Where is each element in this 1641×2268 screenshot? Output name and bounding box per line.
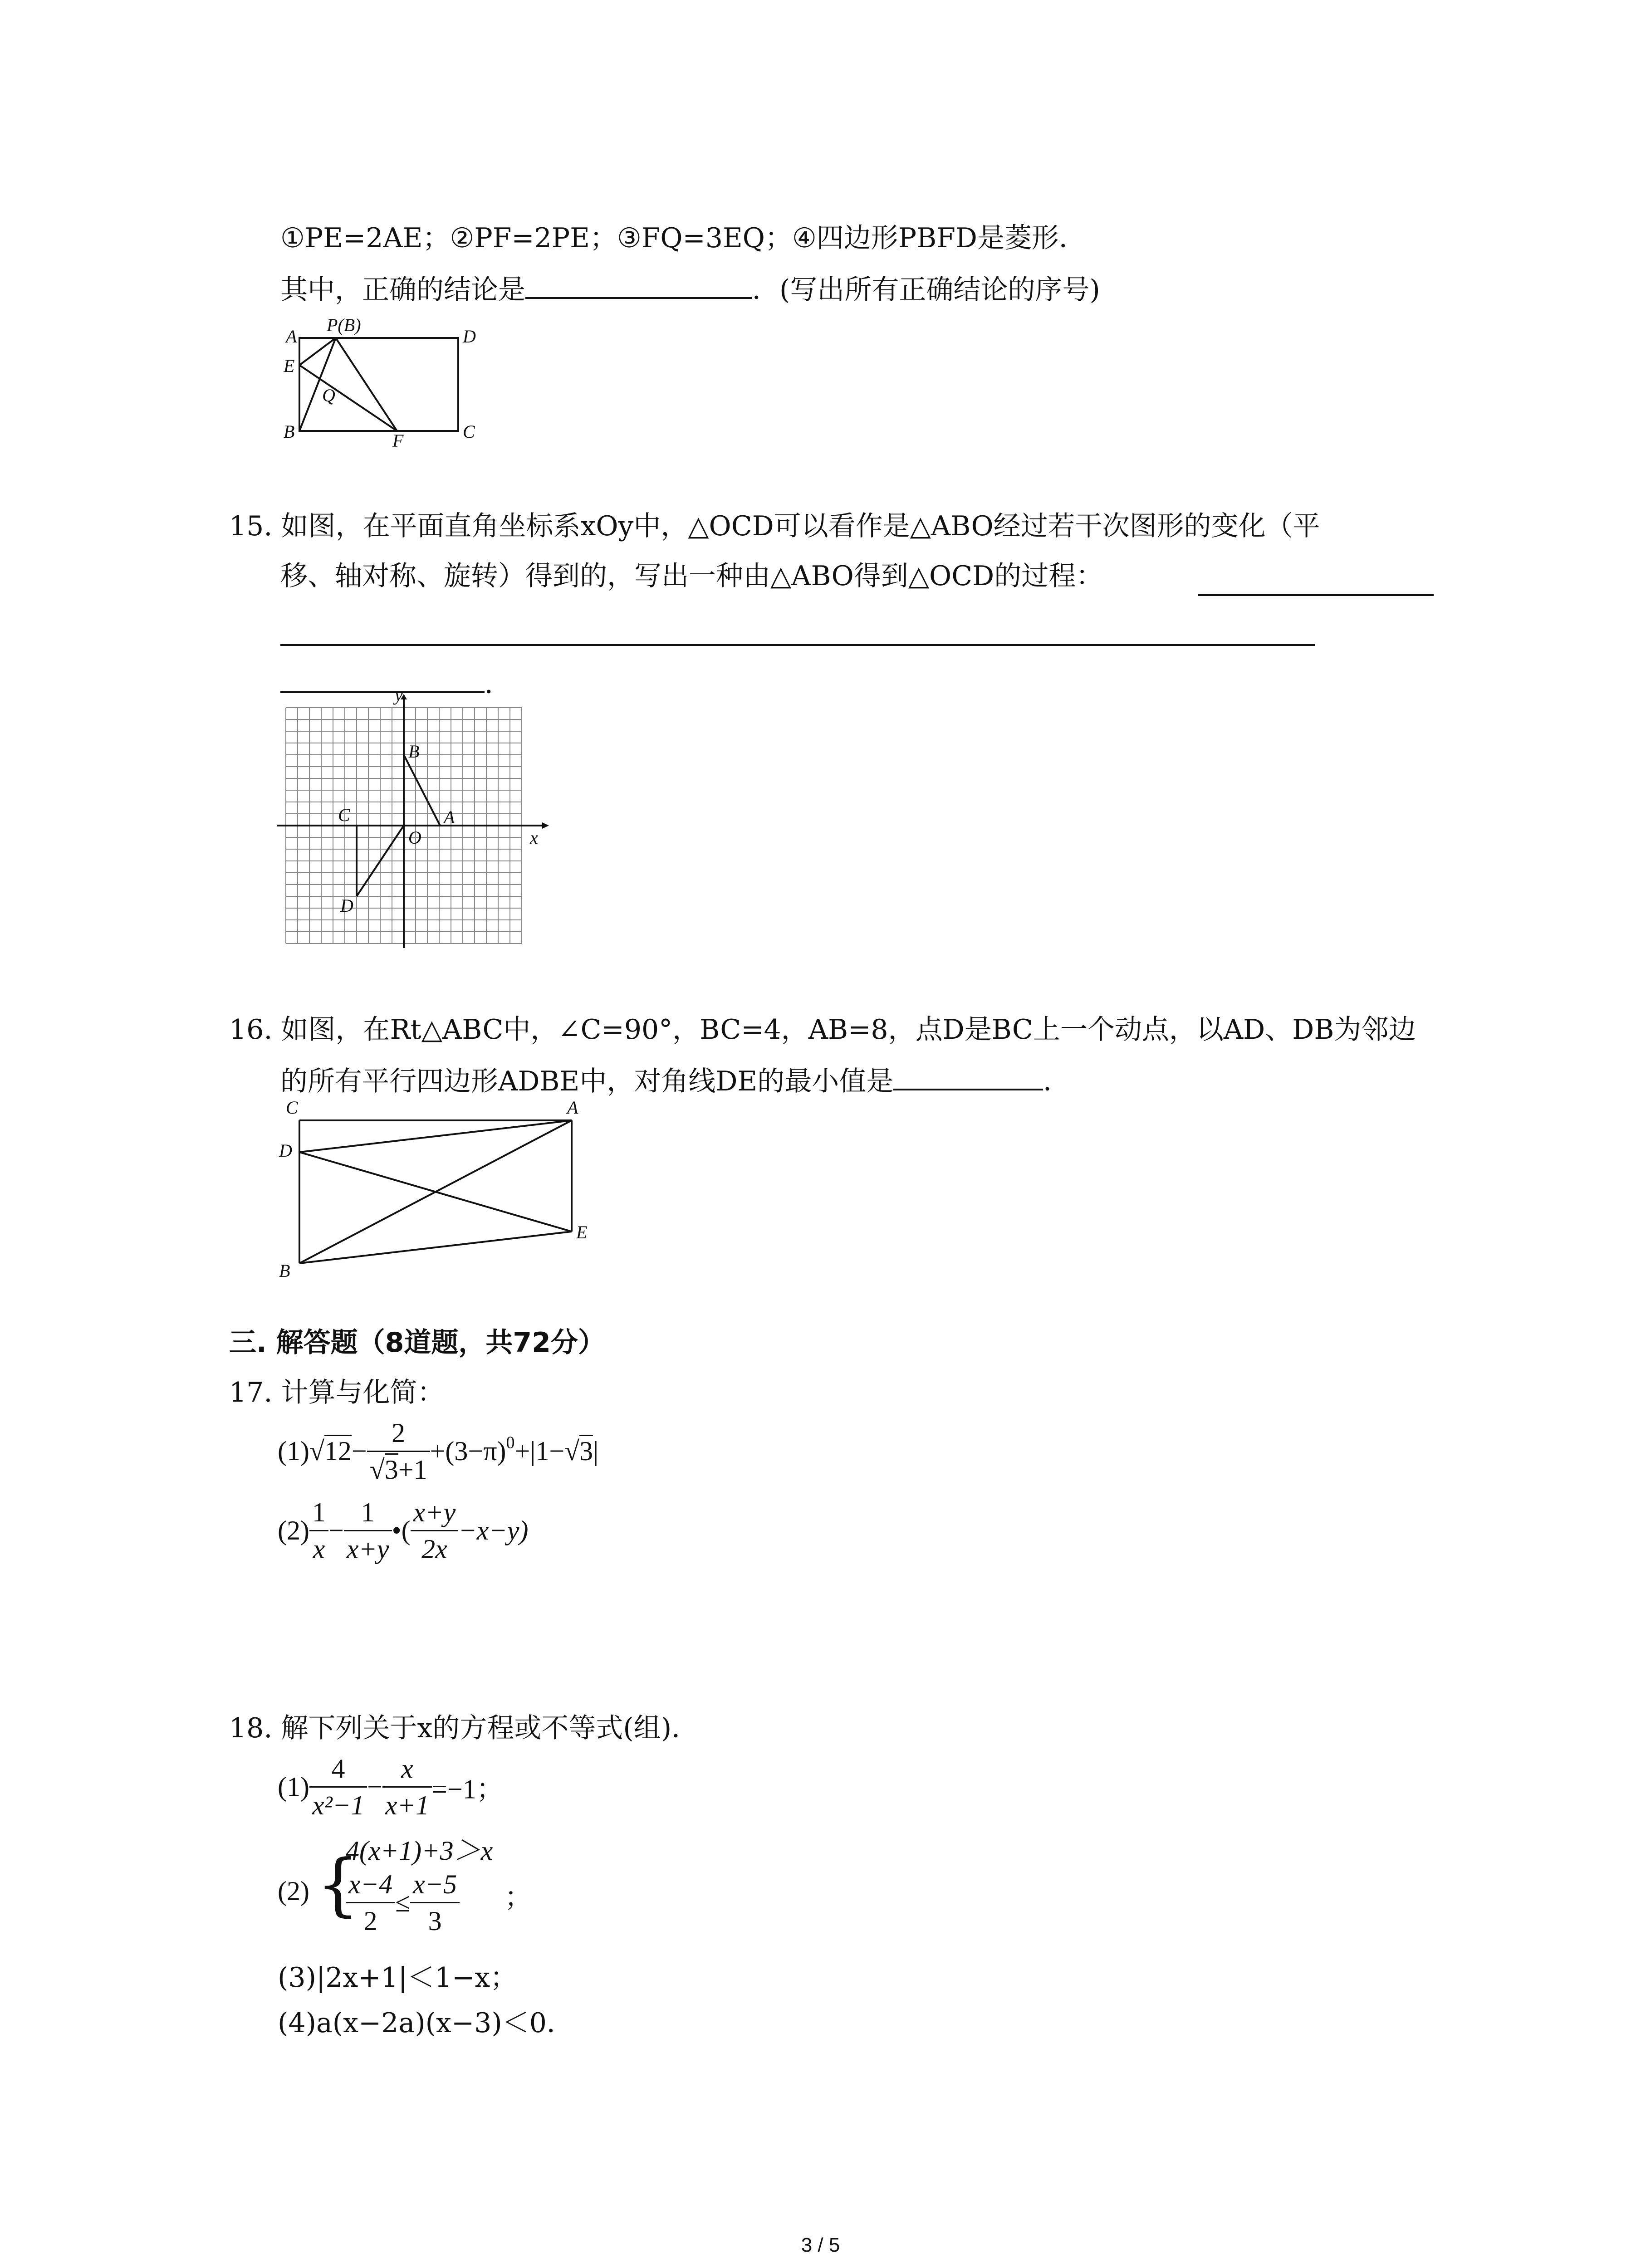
q17-p2-f2-num: 1 [344, 1495, 392, 1531]
q18-p2-label: (2) [278, 1876, 309, 1906]
q18-p2-frac1 [346, 1867, 395, 1939]
q15-line2-text: 移、轴对称、旋转）得到的，写出一种由△ABO得到△OCD的过程： [280, 560, 1103, 592]
q15-label-y: y [395, 684, 403, 705]
q18-p2-f2-num: x−5 [410, 1867, 460, 1903]
q18-part3: (3)|2x+1|＜1−x； [278, 1962, 518, 1994]
q14-statements: ①PE=2AE；②PF=2PE；③FQ=3EQ；④四边形PBFD是菱形． [280, 222, 1086, 254]
q14-answer-blank[interactable] [525, 270, 752, 299]
q18-p1-f2-num: x [382, 1751, 432, 1788]
q14-rectangle-figure [272, 315, 481, 451]
q14-label-a: A [286, 326, 297, 347]
q14-answer-prefix: 其中，正确的结论是 [280, 274, 525, 306]
q17-p1-den-plus: +1 [398, 1455, 427, 1485]
q16-label-b: B [279, 1261, 290, 1281]
q16-label-d: D [279, 1140, 292, 1161]
q17-p2-label: (2) [278, 1515, 309, 1545]
q18-p2-tail: ； [505, 1882, 532, 1912]
q15-end: ． [485, 668, 512, 700]
q15-line2 [280, 558, 1103, 594]
q18-p2-le: ≤ [395, 1887, 411, 1917]
q18-part4: (4)a(x−2a)(x−3)＜0． [278, 2007, 574, 2039]
q18-p1-label: (1) [278, 1772, 309, 1802]
q18-p1-tail: =−1； [432, 1774, 504, 1804]
q15-label-x: x [530, 827, 538, 848]
q15-label-o: O [408, 827, 421, 848]
q17-p2-tail: −x−y) [458, 1515, 529, 1545]
page-number: 3 / 5 [801, 2234, 840, 2256]
q18-p2-brace: { [316, 1845, 360, 1924]
q14-label-b: B [284, 421, 295, 442]
q18-p2-frac2 [410, 1867, 460, 1939]
q15-answer-blank-2[interactable] [280, 617, 1315, 646]
q17-part1: (1)√12− $\frac{2}{√3+1}$ $+(3-\pi)^0+|1-√3|$ [278, 1415, 598, 1487]
q17-p2-f3-num: x+y [411, 1495, 459, 1531]
q16-answer-blank[interactable] [893, 1061, 1043, 1090]
q18-p1-frac2 [382, 1751, 432, 1823]
q18-p1-f2-den: x+1 [385, 1790, 430, 1820]
q18-p2-f1-den: 2 [363, 1906, 377, 1936]
q16-line2-suffix: ． [1043, 1066, 1071, 1097]
q17-p1-rad3: 3 [579, 1435, 593, 1466]
q16-label-e: E [576, 1222, 588, 1242]
q15-label-c: C [338, 805, 350, 825]
q18-p1-f1-den: x²−1 [312, 1790, 365, 1820]
q18-p2-line1: 4(x+1)+3＞x [346, 1836, 493, 1866]
q14-label-p: P(B) [327, 315, 361, 335]
q17-p1-fraction [367, 1415, 430, 1487]
q16-parallelogram-figure [272, 1097, 590, 1284]
q16-label-a: A [567, 1097, 578, 1118]
q18-p2-f1-num: x−4 [346, 1867, 395, 1903]
q17-p1-num: 2 [367, 1415, 430, 1452]
q18-p1-minus: − [367, 1772, 382, 1802]
q15-answer-blank-1[interactable] [1198, 567, 1434, 596]
q17-p1-den: √3+1 [367, 1452, 430, 1487]
q17-p2-frac3 [411, 1495, 459, 1567]
q18-p1-frac1 [309, 1751, 367, 1823]
q17-part2 [278, 1495, 529, 1567]
q17-p2-f1-den: x [313, 1534, 325, 1564]
q17-p1-tail1: +(3−π) [430, 1436, 506, 1466]
q15-label-a: A [444, 807, 455, 827]
q14-answer-line [280, 270, 1100, 308]
q17-p1-tail3: | [593, 1436, 599, 1466]
q17-p1-exp: 0 [506, 1433, 515, 1452]
q14-label-e: E [284, 356, 295, 376]
q18-title: 18. 解下列关于x的方程或不等式(组)． [229, 1712, 699, 1744]
q17-p1-den-rad: 3 [385, 1453, 398, 1485]
q15-label-d: D [340, 895, 353, 916]
q15-line1: 15. 如图，在平面直角坐标系xOy中，△OCD可以看作是△ABO经过若干次图形的变化（平 [229, 510, 1320, 542]
q16-label-c: C [286, 1097, 298, 1118]
section3-heading: 三. 解答题（8道题，共72分） [229, 1327, 605, 1359]
q17-p2-minus: − [328, 1515, 344, 1545]
q17-p2-f2-den: x+y [346, 1534, 389, 1564]
q14-label-q: Q [322, 385, 335, 406]
q18-p1-f1-num: 4 [309, 1751, 367, 1788]
q16-line2-prefix: 的所有平行四边形ADBE中，对角线DE的最小值是 [280, 1066, 894, 1097]
q17-p2-frac1 [309, 1495, 328, 1567]
q17-p2-f1-num: 1 [309, 1495, 328, 1531]
q15-label-b: B [408, 741, 420, 762]
q14-answer-suffix: ．(写出所有正确结论的序号) [752, 274, 1100, 306]
q14-label-f: F [392, 430, 404, 451]
q18-part1 [278, 1751, 504, 1823]
q18-p2-f2-den: 3 [428, 1906, 442, 1936]
q14-label-c: C [463, 421, 475, 442]
q17-p1-label: (1) [278, 1436, 309, 1466]
q17-p1-tail2: +|1− [514, 1436, 565, 1466]
q17-p1-sqrt12: 12 [324, 1435, 352, 1466]
q16-line1: 16. 如图，在Rt△ABC中，∠C=90°，BC=4，AB=8，点D是BC上一个动点，以AD、DB为邻边 [229, 1014, 1416, 1046]
q17-p2-frac2 [344, 1495, 392, 1567]
q14-label-d: D [463, 326, 476, 347]
q17-p2-dot: •( [392, 1515, 411, 1545]
q16-line2 [280, 1061, 1070, 1100]
q17-p2-f3-den: 2x [421, 1534, 447, 1564]
q15-answer-blank-3[interactable] [280, 664, 485, 693]
q17-title: 17. 计算与化简： [229, 1377, 445, 1408]
q18-p2-line2 [346, 1867, 460, 1939]
q15-grid-figure [277, 684, 549, 957]
